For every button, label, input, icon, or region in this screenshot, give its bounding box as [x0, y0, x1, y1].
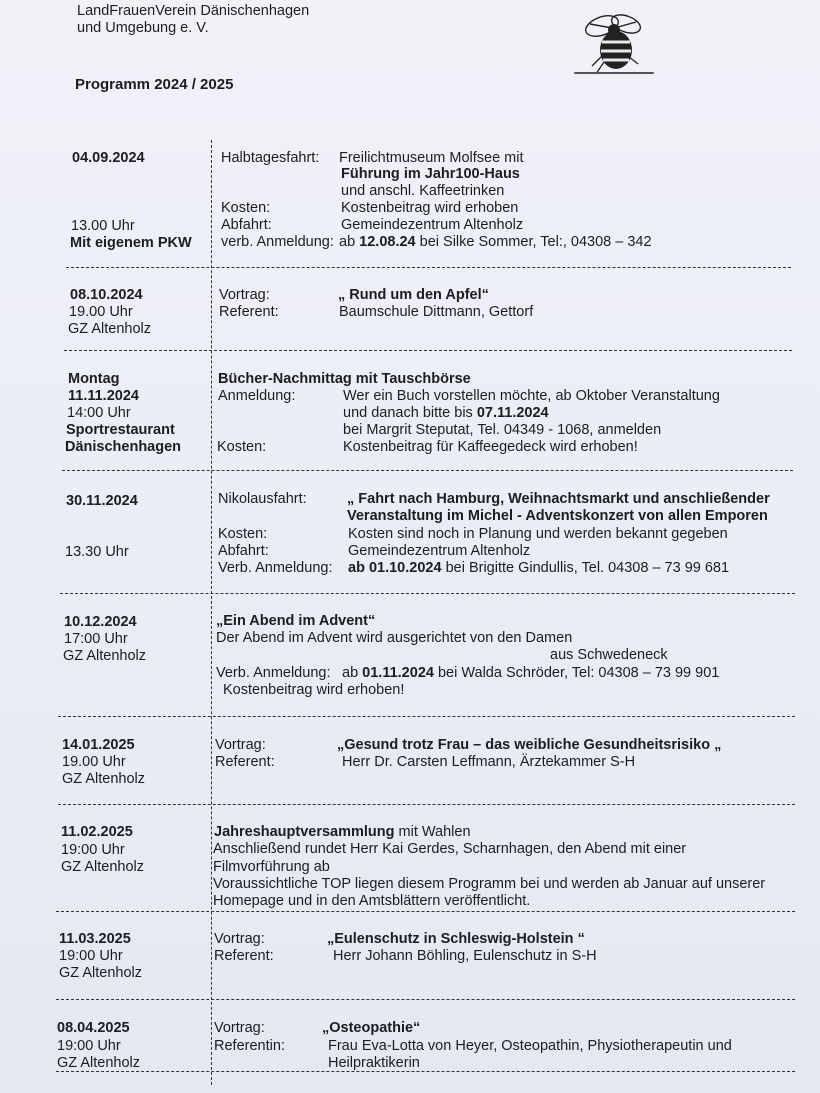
registration-text — [339, 234, 652, 251]
event-date: 08.10.2024 — [70, 287, 143, 303]
event-type-label: Vortrag: — [215, 737, 266, 753]
event-time: 13.30 Uhr — [65, 544, 129, 560]
costs-label: Kosten: — [218, 526, 268, 542]
deadline-prefix: und danach bitte bis — [343, 405, 473, 421]
event-time: 19:00 Uhr — [61, 842, 125, 858]
costs-text: Kostenbeitrag wird erhoben! — [223, 682, 405, 698]
row-separator — [56, 999, 795, 1000]
event-title: Bücher-Nachmittag mit Tauschbörse — [218, 371, 471, 387]
event-title: „ Fahrt nach Hamburg, Weihnachtsmarkt und anschließender — [347, 491, 770, 507]
event-title: „ Rund um den Apfel“ — [338, 287, 489, 303]
event-title: Veranstaltung im Michel - Adventskonzert von allen Emporen — [347, 508, 768, 524]
referent-text: Herr Dr. Carsten Leffmann, Ärztekammer S-H — [342, 754, 636, 770]
registration-text — [342, 665, 719, 682]
departure-text: Gemeindezentrum Altenholz — [341, 217, 524, 233]
event-time: 19:00 Uhr — [57, 1038, 121, 1054]
event-type-label: Vortrag: — [214, 931, 265, 947]
event-description: aus Schwedeneck — [550, 647, 668, 663]
costs-text: Kostenbeitrag für Kaffeegedeck wird erhoben! — [343, 439, 638, 455]
event-description: Wer ein Buch vorstellen möchte, ab Oktober Veranstaltung — [343, 388, 720, 404]
event-date: 04.09.2024 — [72, 150, 145, 166]
event-description: Filmvorführung ab — [213, 859, 330, 875]
row-separator — [56, 911, 795, 912]
event-title: „Ein Abend im Advent“ — [216, 613, 376, 629]
costs-text: Kosten sind noch in Planung und werden bekannt gegeben — [348, 526, 728, 542]
event-description: Der Abend im Advent wird ausgerichtet von den Damen — [216, 630, 573, 646]
row-separator — [56, 1071, 795, 1072]
event-time: 19:00 Uhr — [59, 948, 123, 964]
event-type-label: Nikolausfahrt: — [218, 491, 307, 507]
event-date: 11.02.2025 — [61, 824, 133, 840]
event-date: 08.04.2025 — [57, 1020, 130, 1036]
bee-icon — [578, 6, 648, 82]
registration-date: ab 01.10.2024 — [348, 560, 442, 576]
deadline-date: 07.11.2024 — [476, 405, 549, 421]
registration-contact: bei Silke Sommer, Tel:, 04308 – 342 — [419, 234, 652, 250]
registration-prefix: ab — [342, 665, 359, 681]
row-separator — [62, 470, 793, 471]
column-divider — [211, 140, 212, 1085]
event-title-suffix: mit Wahlen — [398, 824, 471, 840]
event-place: GZ Altenholz — [68, 321, 152, 337]
event-description: Voraussichtliche TOP liegen diesem Programm bei und werden ab Januar auf unserer — [213, 876, 766, 892]
event-date: 11.03.2025 — [59, 931, 131, 947]
event-type-label: Halbtagesfahrt: — [221, 150, 320, 166]
row-separator — [60, 593, 795, 594]
event-place: Mit eigenem PKW — [70, 235, 192, 251]
event-place: GZ Altenholz — [59, 965, 143, 981]
registration-contact: bei Brigitte Gindullis, Tel. 04308 – 73 99 681 — [445, 560, 730, 576]
event-type-label: Vortrag: — [219, 287, 270, 303]
row-separator — [58, 716, 795, 717]
event-time: 14:00 Uhr — [67, 405, 131, 421]
costs-label: Kosten: — [217, 439, 267, 455]
departure-label: Abfahrt: — [221, 217, 272, 233]
costs-text: Kostenbeitrag wird erhoben — [341, 200, 519, 216]
organization-name — [77, 3, 309, 37]
referent-label: Referent: — [215, 754, 275, 770]
event-highlight: Führung im Jahr100-Haus — [341, 166, 520, 182]
event-title: „Osteopathie“ — [322, 1020, 421, 1036]
event-time: 19.00 Uhr — [69, 304, 133, 320]
event-title-line — [214, 824, 471, 841]
event-date: 14.01.2025 — [62, 737, 135, 753]
row-separator — [66, 267, 791, 268]
event-description: Anschließend rundet Herr Kai Gerdes, Scharnhagen, den Abend mit einer — [213, 841, 687, 857]
event-type-label: Vortrag: — [214, 1020, 265, 1036]
registration-contact: bei Walda Schröder, Tel: 04308 – 73 99 901 — [437, 665, 720, 681]
event-description: und anschl. Kaffeetrinken — [341, 183, 505, 199]
registration-text — [348, 560, 729, 577]
event-place: GZ Altenholz — [62, 771, 146, 787]
event-description: Freilichtmuseum Molfsee mit — [339, 150, 524, 166]
departure-label: Abfahrt: — [218, 543, 269, 559]
referent-text: Heilpraktikerin — [328, 1055, 420, 1071]
event-place: Sportrestaurant — [66, 422, 175, 438]
org-line-1: LandFrauenVerein Dänischenhagen — [77, 3, 310, 19]
registration-label: Anmeldung: — [218, 388, 296, 404]
logo-underline — [574, 72, 654, 74]
event-place: GZ Altenholz — [63, 648, 147, 664]
event-time: 19.00 Uhr — [62, 754, 126, 770]
costs-label: Kosten: — [221, 200, 271, 216]
program-title: Programm 2024 / 2025 — [75, 76, 234, 93]
registration-label: Verb. Anmeldung: — [218, 560, 333, 576]
event-date: 30.11.2024 — [66, 493, 138, 509]
referent-text: Baumschule Dittmann, Gettorf — [339, 304, 534, 320]
event-title: Jahreshauptversammlung — [214, 824, 395, 840]
registration-label: verb. Anmeldung: — [221, 234, 334, 250]
event-weekday: Montag — [68, 371, 120, 387]
referent-label: Referent: — [214, 948, 274, 964]
row-separator — [64, 350, 792, 351]
registration-prefix: ab — [339, 234, 356, 250]
event-description: bei Margrit Steputat, Tel. 04349 - 1068, anmelden — [343, 422, 662, 438]
registration-date: 01.11.2024 — [362, 665, 434, 681]
event-time: 13.00 Uhr — [71, 218, 135, 234]
registration-date: 12.08.24 — [359, 234, 416, 250]
event-date: 10.12.2024 — [64, 614, 137, 630]
registration-label: Verb. Anmeldung: — [216, 665, 331, 681]
departure-text: Gemeindezentrum Altenholz — [348, 543, 531, 559]
org-line-2: und Umgebung e. V. — [77, 20, 209, 36]
referent-label: Referent: — [219, 304, 279, 320]
event-place: GZ Altenholz — [57, 1055, 141, 1071]
referent-label: Referentin: — [214, 1038, 285, 1054]
event-place: Dänischenhagen — [65, 439, 182, 455]
event-title: „Eulenschutz in Schleswig-Holstein “ — [327, 931, 585, 947]
event-place: GZ Altenholz — [61, 859, 145, 875]
event-title: „Gesund trotz Frau – das weibliche Gesundheitsrisiko „ — [337, 737, 722, 753]
referent-text: Frau Eva-Lotta von Heyer, Osteopathin, Physiotherapeutin und — [328, 1038, 732, 1054]
event-time: 17:00 Uhr — [64, 631, 128, 647]
row-separator — [58, 804, 795, 805]
event-description — [343, 405, 549, 422]
referent-text: Herr Johann Böhling, Eulenschutz in S-H — [333, 948, 597, 964]
event-description: Homepage und in den Amtsblättern veröffentlicht. — [213, 893, 531, 909]
event-date: 11.11.2024 — [68, 388, 139, 404]
